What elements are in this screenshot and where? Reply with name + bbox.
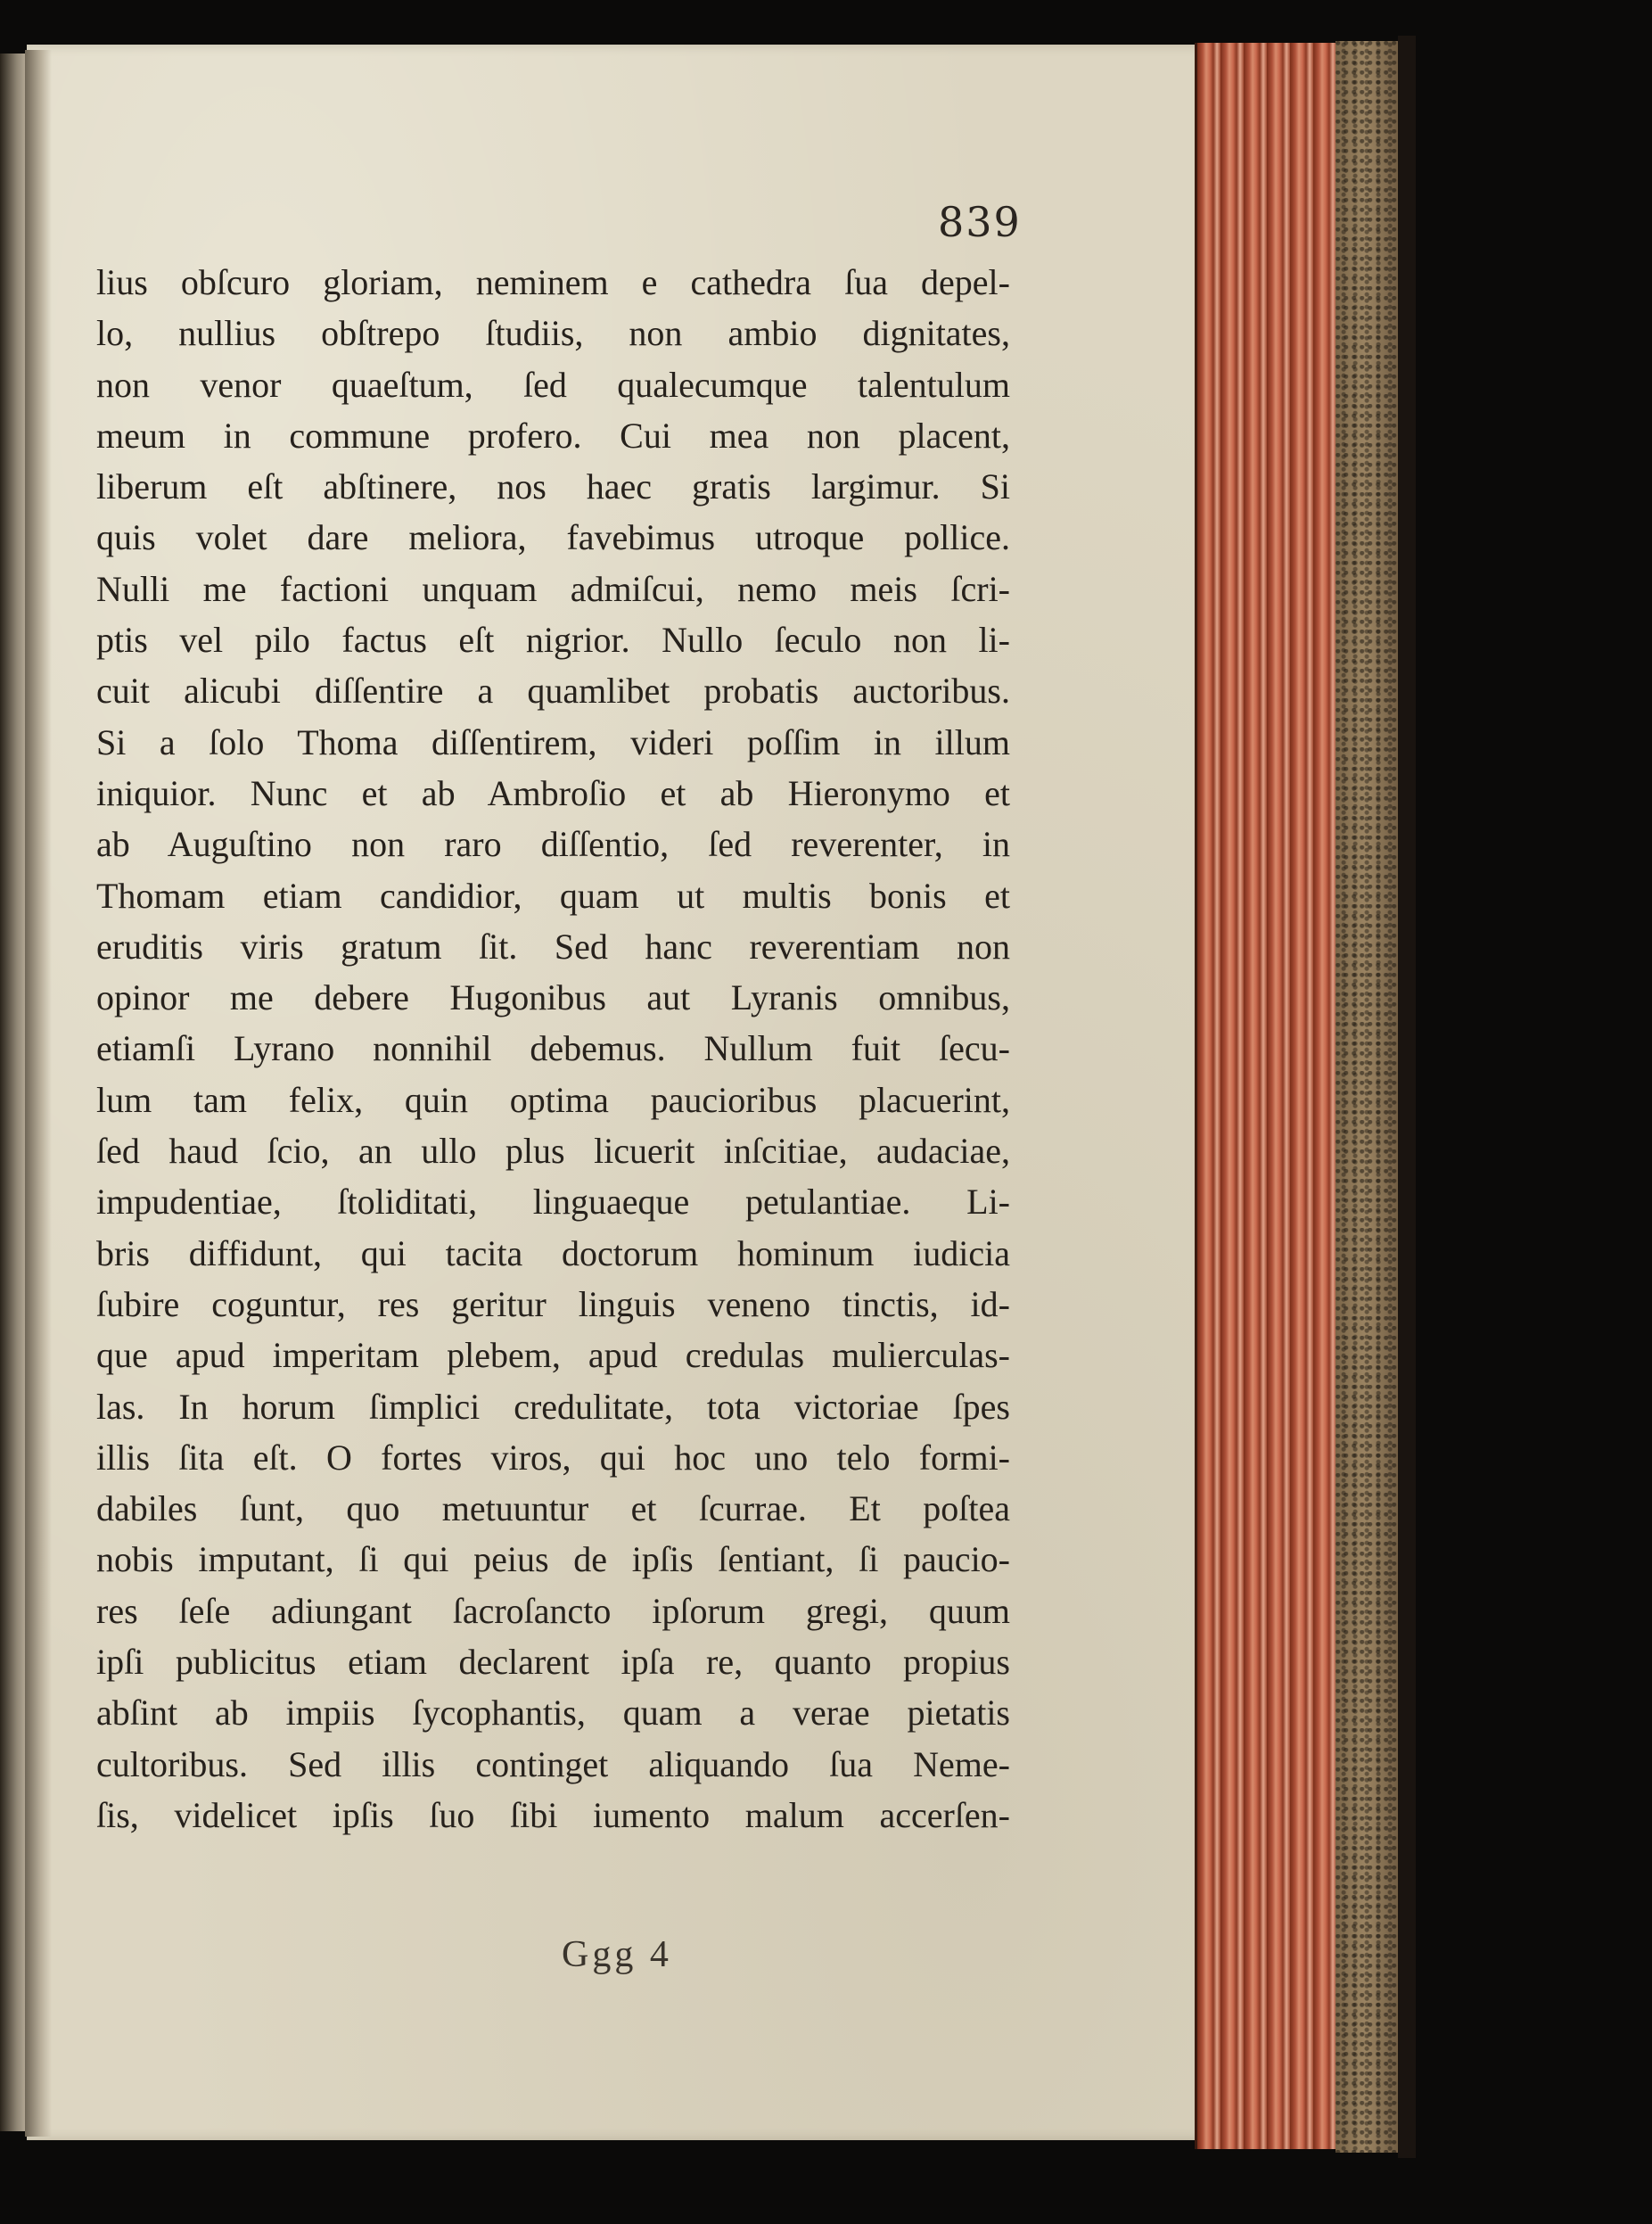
text-line: iniquior. Nunc et ab Ambroſio et ab Hieronymo et xyxy=(96,772,1010,813)
text-line: nobis imputant, ſi qui peius de ipſis ſentiant, ſi paucio- xyxy=(96,1539,1010,1580)
signature-mark: Ggg 4 xyxy=(562,1934,672,1975)
text-line: ipſi publicitus etiam declarent ipſa re, quanto propius xyxy=(96,1642,1010,1683)
text-line: ſubire coguntur, res geritur linguis veneno tinctis, id- xyxy=(96,1283,1010,1324)
text-line: ab Auguſtino non raro diſſentio, ſed reverenter, in xyxy=(96,824,1010,865)
text-line: illis ſita eſt. O fortes viros, qui hoc uno telo formi- xyxy=(96,1437,1010,1478)
fore-edge xyxy=(1336,41,1401,2153)
text-line: meum in commune profero. Cui mea non placent, xyxy=(96,415,1010,456)
text-line: ſis, videlicet ipſis ſuo ſibi iumento malum accerſen- xyxy=(96,1794,1010,1835)
text-line: que apud imperitam plebem, apud credulas mulierculas- xyxy=(96,1335,1010,1376)
text-line: liberum eſt abſtinere, nos haec gratis largimur. Si xyxy=(96,466,1010,507)
text-line: cuit alicubi diſſentire a quamlibet probatis auctoribus. xyxy=(96,671,1010,712)
text-line: res ſeſe adiungant ſacroſancto ipſorum gregi, quum xyxy=(96,1590,1010,1631)
text-line: Nulli me factioni unquam admiſcui, nemo meis ſcri- xyxy=(96,568,1010,609)
text-line: cultoribus. Sed illis continget aliquando ſua Neme- xyxy=(96,1743,1010,1784)
text-line: impudentiae, ſtoliditati, linguaeque petulantiae. Li- xyxy=(96,1182,1010,1223)
text-line: Si a ſolo Thoma diſſentirem, videri poſſim in illum xyxy=(96,721,1010,762)
book-cover-edge xyxy=(1398,36,1416,2158)
text-line: Thomam etiam candidior, quam ut multis bonis et xyxy=(96,875,1010,916)
text-line: opinor me debere Hugonibus aut Lyranis omnibus, xyxy=(96,977,1010,1018)
text-line: eruditis viris gratum ſit. Sed hanc reverentiam non xyxy=(96,926,1010,967)
text-line: non venor quaeſtum, ſed qualecumque talentulum xyxy=(96,364,1010,405)
text-line: ptis vel pilo factus eſt nigrior. Nullo ſeculo non li- xyxy=(96,620,1010,661)
page-number: 839 xyxy=(938,198,1022,246)
text-line: etiamſi Lyrano nonnihil debemus. Nullum fuit ſecu- xyxy=(96,1028,1010,1069)
text-line: ſed haud ſcio, an ullo plus licuerit inſcitiae, audaciae, xyxy=(96,1131,1010,1172)
book-page xyxy=(27,45,1208,2140)
text-line: quis volet dare meliora, favebimus utroque pollice. xyxy=(96,517,1010,558)
page-edges xyxy=(1195,43,1338,2149)
text-line: las. In horum ſimplici credulitate, tota victoriae ſpes xyxy=(96,1386,1010,1427)
text-line: lo, nullius obſtrepo ſtudiis, non ambio dignitates, xyxy=(96,313,1010,354)
text-line: dabiles ſunt, quo metuuntur et ſcurrae. Et poſtea xyxy=(96,1488,1010,1529)
text-line: bris diffidunt, qui tacita doctorum hominum iudicia xyxy=(96,1232,1010,1273)
body-text xyxy=(96,257,1010,1841)
text-line: abſint ab impiis ſycophantis, quam a verae pietatis xyxy=(96,1693,1010,1734)
text-line: lius obſcuro gloriam, neminem e cathedra ſua depel- xyxy=(96,262,1010,302)
text-line: lum tam felix, quin optima paucioribus placuerint, xyxy=(96,1079,1010,1120)
gutter-shadow xyxy=(25,50,52,2137)
